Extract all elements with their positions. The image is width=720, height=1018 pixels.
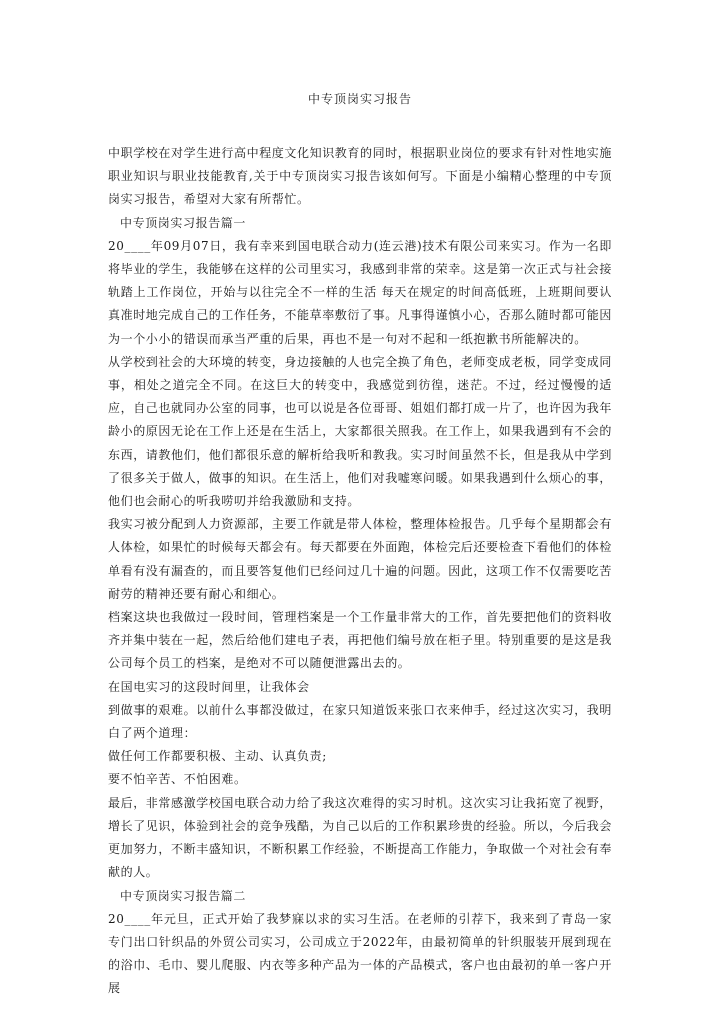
body-paragraph: 档案这块也我做过一段时间，管理档案是一个工作量非常大的工作，首先要把他们的资料收齐并集中装在一起，然后给他们建电子表，再把他们编号放在柜子里。特别重要的是这是我公司每个员工的档案，是绝对不可以随便泄露出去的。	[108, 610, 613, 671]
section-heading: 中专顶岗实习报告篇二	[120, 888, 247, 903]
document-body	[108, 142, 612, 1001]
body-paragraph: 20____年09月07日，我有幸来到国电联合动力(连云港)技术有限公司来实习。作为一名即将毕业的学生，我能够在这样的公司里实习，我感到非常的荣幸。这是第一次正式与社会接轨踏上工作岗位，开始与以往完全不一样的生活 每天在规定的时间高低班，上班期间要认真准时地完成自己的工作任务，不能草率敷衍了事。凡事得谨慎小心，否那么随时都可能因为一个小小的错误而承当严重的后果，再也不是一句对不起和一纸抱歉书所能解决的。	[108, 238, 613, 346]
body-paragraph: 到做事的艰难。以前什么事都没做过，在家只知道饭来张口衣来伸手，经过这次实习，我明白了两个道理：	[108, 702, 613, 741]
document-title: 中专顶岗实习报告	[307, 92, 412, 106]
body-paragraph: 最后，非常感激学校国电联合动力给了我这次难得的实习时机。这次实习让我拓宽了视野，增长了见识，体验到社会的竞争残酷，为自己以后的工作积累珍贵的经验。所以，今后我会更加努力，不断丰盛知识，不断积累工作经验，不断提高工作能力，争取做一个对社会有奉献的人。	[108, 795, 613, 880]
body-paragraph: 做任何工作都要积极、主动、认真负责;	[108, 749, 327, 764]
body-paragraph: 中职学校在对学生进行高中程度文化知识教育的同时，根据职业岗位的要求有针对性地实施职业知识与职业技能教育,关于中专顶岗实习报告该如何写。下面是小编精心整理的中专顶岗实习报告，希望对大家有所帮忙。	[108, 146, 613, 207]
body-paragraph: 在国电实习的这段时间里，让我体会	[108, 679, 310, 694]
body-paragraph: 从学校到社会的大环境的转变，身边接触的人也完全换了角色，老师变成老板，同学变成同事，相处之道完全不同。在这巨大的转变中，我感觉到彷徨，迷茫。不过，经过慢慢的适应，自己也就同办公室的同事，也可以说是各位哥哥、姐姐们都打成一片了，也许因为我年龄小的原因无论在工作上还是在生活上，大家都很关照我。在工作上，如果我遇到有不会的东西，请教他们，他们都很乐意的解析给我听和教我。实习时间虽然不长，但是我从中学到了很多关于做人，做事的知识。在生活上，他们对我嘘寒问暖。如果我遇到什么烦心的事，他们也会耐心的听我唠叨并给我激励和支持。	[108, 354, 613, 509]
body-paragraph: 要不怕辛苦、不怕困难。	[108, 772, 247, 787]
section-heading: 中专顶岗实习报告篇一	[120, 215, 247, 230]
body-paragraph: 我实习被分配到人力资源部，主要工作就是带人体检，整理体检报告。几乎每个星期都会有人体检，如果忙的时候每天都会有。每天都要在外面跑，体检完后还要检查下看他们的体检单看有没有漏查的，而且要答复他们已经问过几十遍的问题。因此，这项工作不仅需要吃苦耐劳的精神还要有耐心和细心。	[108, 517, 613, 601]
body-paragraph: 20____年元旦，正式开始了我梦寐以求的实习生活。在老师的引荐下，我来到了青岛一家专门出口针织品的外贸公司实习，公司成立于2022年，由最初简单的针织服装开展到现在的浴巾、毛巾、婴儿爬服、内衣等多种产品为一体的产品模式，客户也由最初的单一客户开展	[108, 911, 613, 996]
